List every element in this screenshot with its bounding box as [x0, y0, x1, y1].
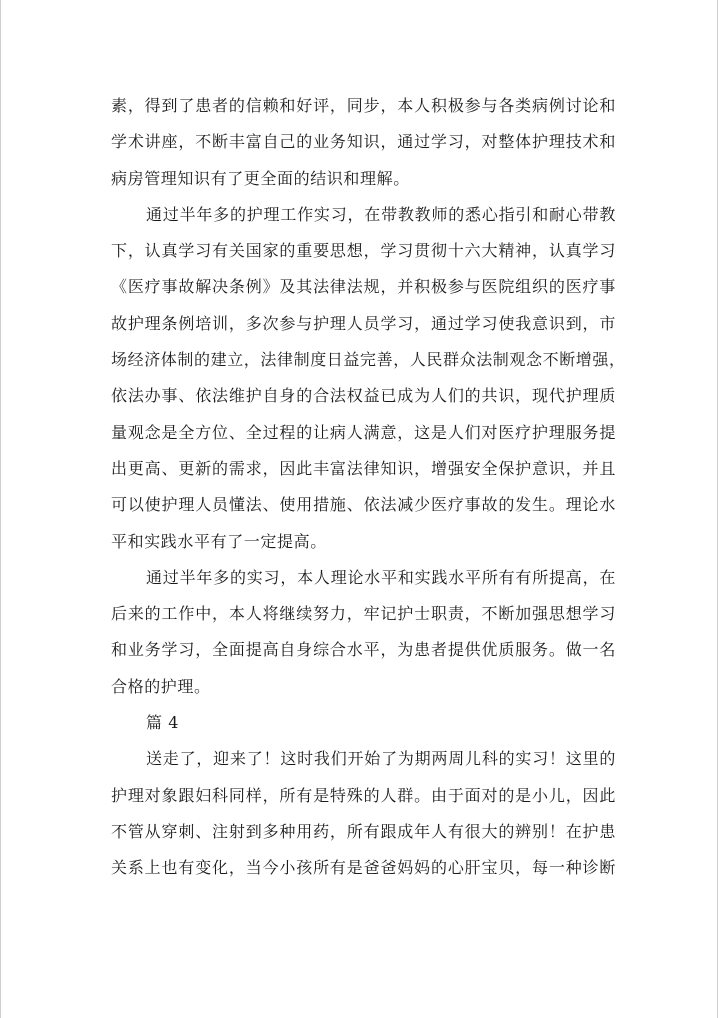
text-line: 下，认真学习有关国家的重要思想，学习贯彻十六大精神，认真学习 [111, 241, 616, 261]
text-line: 合格的护理。 [111, 676, 211, 696]
text-line: 故护理条例培训，多次参与护理人员学习，通过学习使我意识到，市 [111, 313, 616, 333]
text-line: 学术讲座，不断丰富自己的业务知识，通过学习，对整体护理技术和 [111, 132, 616, 152]
text-line: 后来的工作中，本人将继续努力，牢记护士职责，不断加强思想学习 [111, 604, 616, 624]
text-line: 量观念是全方位、全过程的让病人满意，这是人们对医疗护理服务提 [111, 422, 616, 442]
text-line: 和业务学习，全面提高自身综合水平，为患者提供优质服务。做一名 [111, 640, 616, 660]
text-line: 《医疗事故解决条例》及其法律法规，并积极参与医院组织的医疗事 [111, 277, 616, 297]
text-line: 送走了，迎来了！这时我们开始了为期两周儿科的实习！这里的 [146, 749, 616, 769]
text-line: 通过半年多的护理工作实习，在带教教师的悉心指引和耐心带教 [146, 204, 616, 224]
text-line: 通过半年多的实习，本人理论水平和实践水平所有有所提高，在 [146, 567, 616, 587]
text-line: 依法办事、依法维护自身的合法权益已成为人们的共识，现代护理质 [111, 386, 616, 406]
text-line: 可以使护理人员懂法、使用措施、依法减少医疗事故的发生。理论水 [111, 495, 616, 515]
text-line: 场经济体制的建立，法律制度日益完善，人民群众法制观念不断增强， [111, 350, 626, 370]
section-heading: 篇 4 [146, 713, 180, 733]
document-body [111, 88, 626, 887]
text-line: 平和实践水平有了一定提高。 [111, 531, 327, 551]
text-line: 护理对象跟妇科同样，所有是特殊的人群。由于面对的是小儿，因此 [111, 785, 616, 805]
text-line: 病房管理知识有了更全面的结识和理解。 [111, 168, 410, 188]
text-line: 关系上也有变化，当今小孩所有是爸爸妈妈的心肝宝贝，每一种诊断 [111, 858, 616, 878]
text-line: 不管从穿刺、注射到多种用药，所有跟成年人有很大的辨别！在护患 [111, 821, 616, 841]
text-line: 出更高、更新的需求，因此丰富法律知识，增强安全保护意识，并且 [111, 458, 616, 478]
text-line: 素，得到了患者的信赖和好评，同步，本人积极参与各类病例讨论和 [111, 96, 616, 115]
